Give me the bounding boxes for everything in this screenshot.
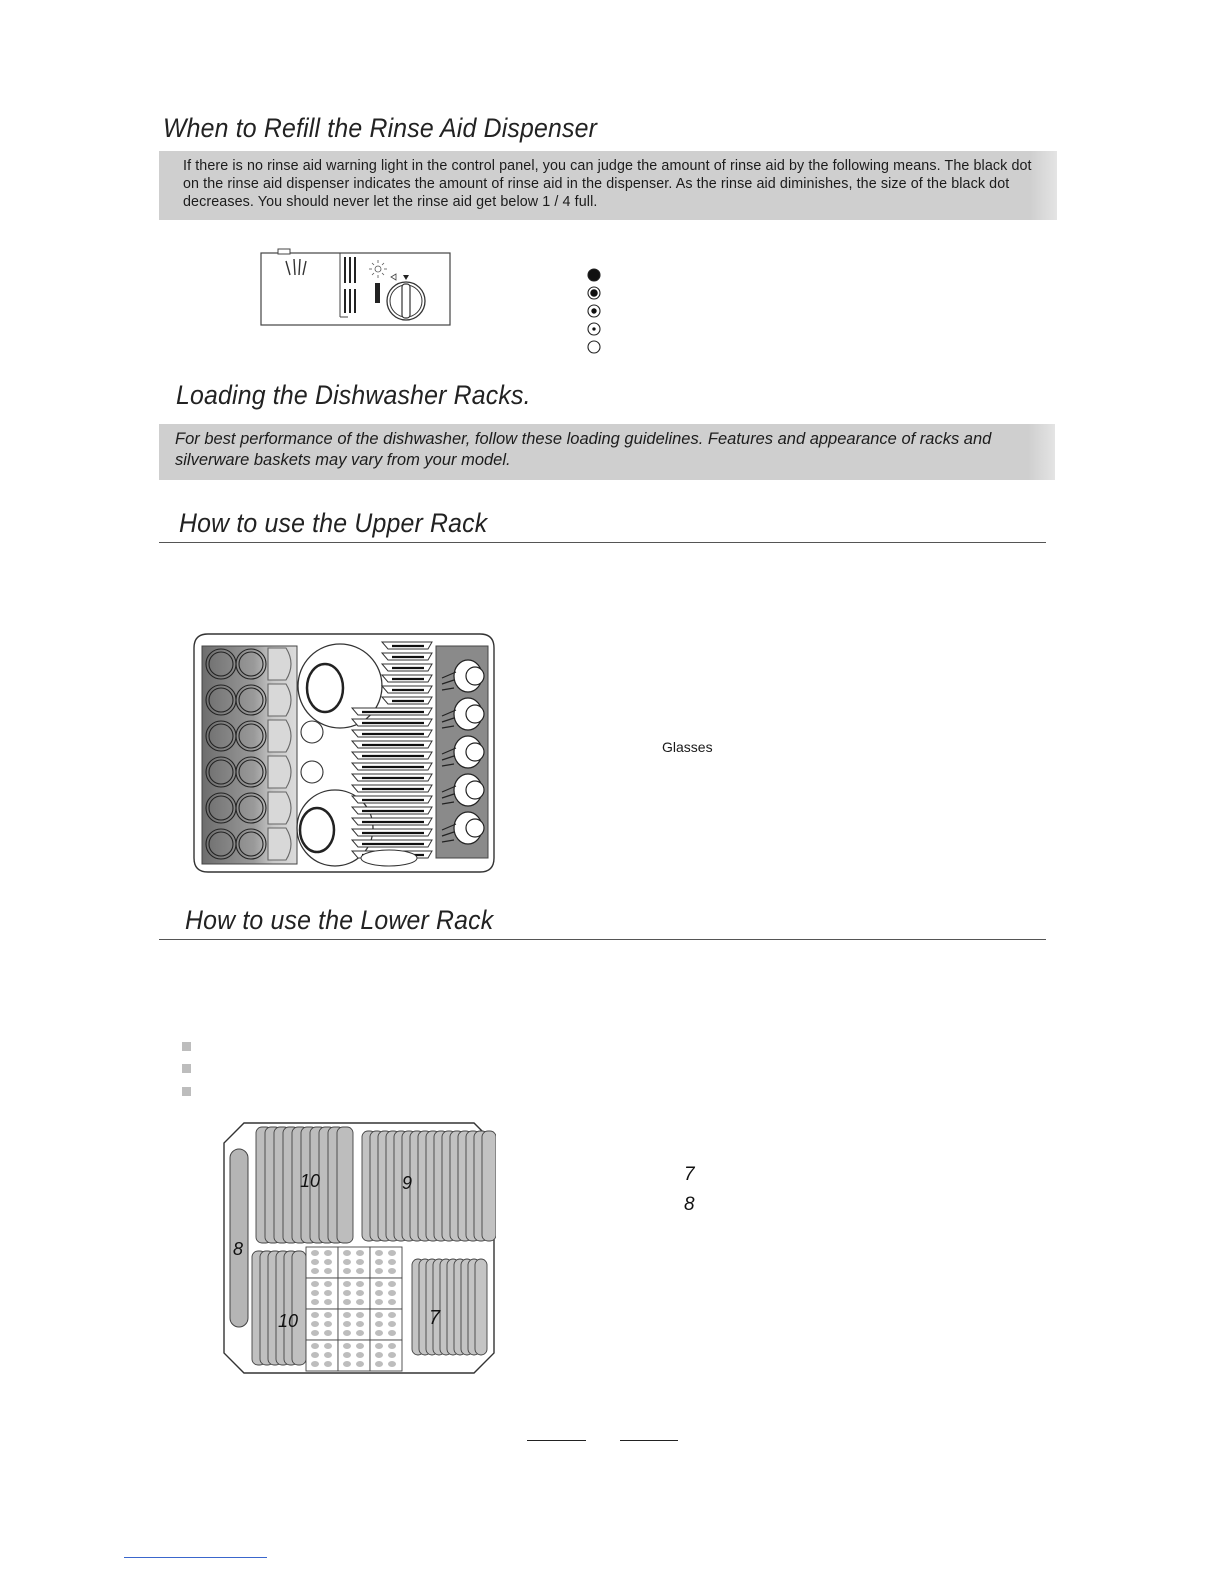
upper-rack-divider <box>159 542 1046 543</box>
rack-number-10-bottom: 10 <box>278 1311 299 1331</box>
footer-rule-right <box>620 1440 678 1441</box>
footer-rule-left <box>527 1440 586 1441</box>
rinse-level-indicators <box>585 267 605 357</box>
upper-rack-title: How to use the Upper Rack <box>179 508 488 538</box>
rinse-aid-info-text: If there is no rinse aid warning light in the control panel, you can judge the amount of rinse aid by the following means. The black dot on the rinse aid dispenser indicates the amount of rinse aid in the dispenser. As the rinse aid diminishes, the size of the black dot decreases. You should never let the rinse aid get below 1 / 4 full. <box>183 158 1032 210</box>
lower-rack-illustration <box>222 1121 496 1377</box>
rack-number-7: 7 <box>429 1307 441 1329</box>
rack-number-8: 8 <box>233 1239 244 1259</box>
upper-rack-illustration <box>192 632 496 874</box>
rack-number-9: 9 <box>402 1173 413 1193</box>
rinse-level-dot-2 <box>590 289 598 297</box>
bullet-3 <box>182 1087 191 1096</box>
rinse-level-indicator-5 <box>588 341 600 353</box>
lower-rack-divider <box>159 939 1046 940</box>
rinse-level-dot-4 <box>592 327 595 330</box>
rinse-level-dot-3 <box>591 308 596 313</box>
loading-info-box <box>159 424 1055 480</box>
loading-info-text: For best performance of the dishwasher, follow these loading guidelines. Features and appearance of racks and silverware baskets may vary from your model. <box>175 430 992 469</box>
glasses-label: Glasses <box>662 739 713 755</box>
rinse-level-indicator-1 <box>588 269 600 281</box>
rinse-aid-dispenser-illustration <box>258 247 454 329</box>
lower-rack-title: How to use the Lower Rack <box>185 905 494 935</box>
legend-number-8: 8 <box>684 1194 695 1215</box>
footer-link-underline <box>124 1557 267 1558</box>
bullet-2 <box>182 1064 191 1073</box>
legend-number-7: 7 <box>684 1164 695 1185</box>
loading-racks-title: Loading the Dishwasher Racks. <box>176 380 531 410</box>
bullet-1 <box>182 1042 191 1051</box>
rinse-aid-title: When to Refill the Rinse Aid Dispenser <box>163 113 598 143</box>
rack-number-10-top: 10 <box>300 1171 321 1191</box>
rinse-aid-info-box <box>159 151 1057 220</box>
